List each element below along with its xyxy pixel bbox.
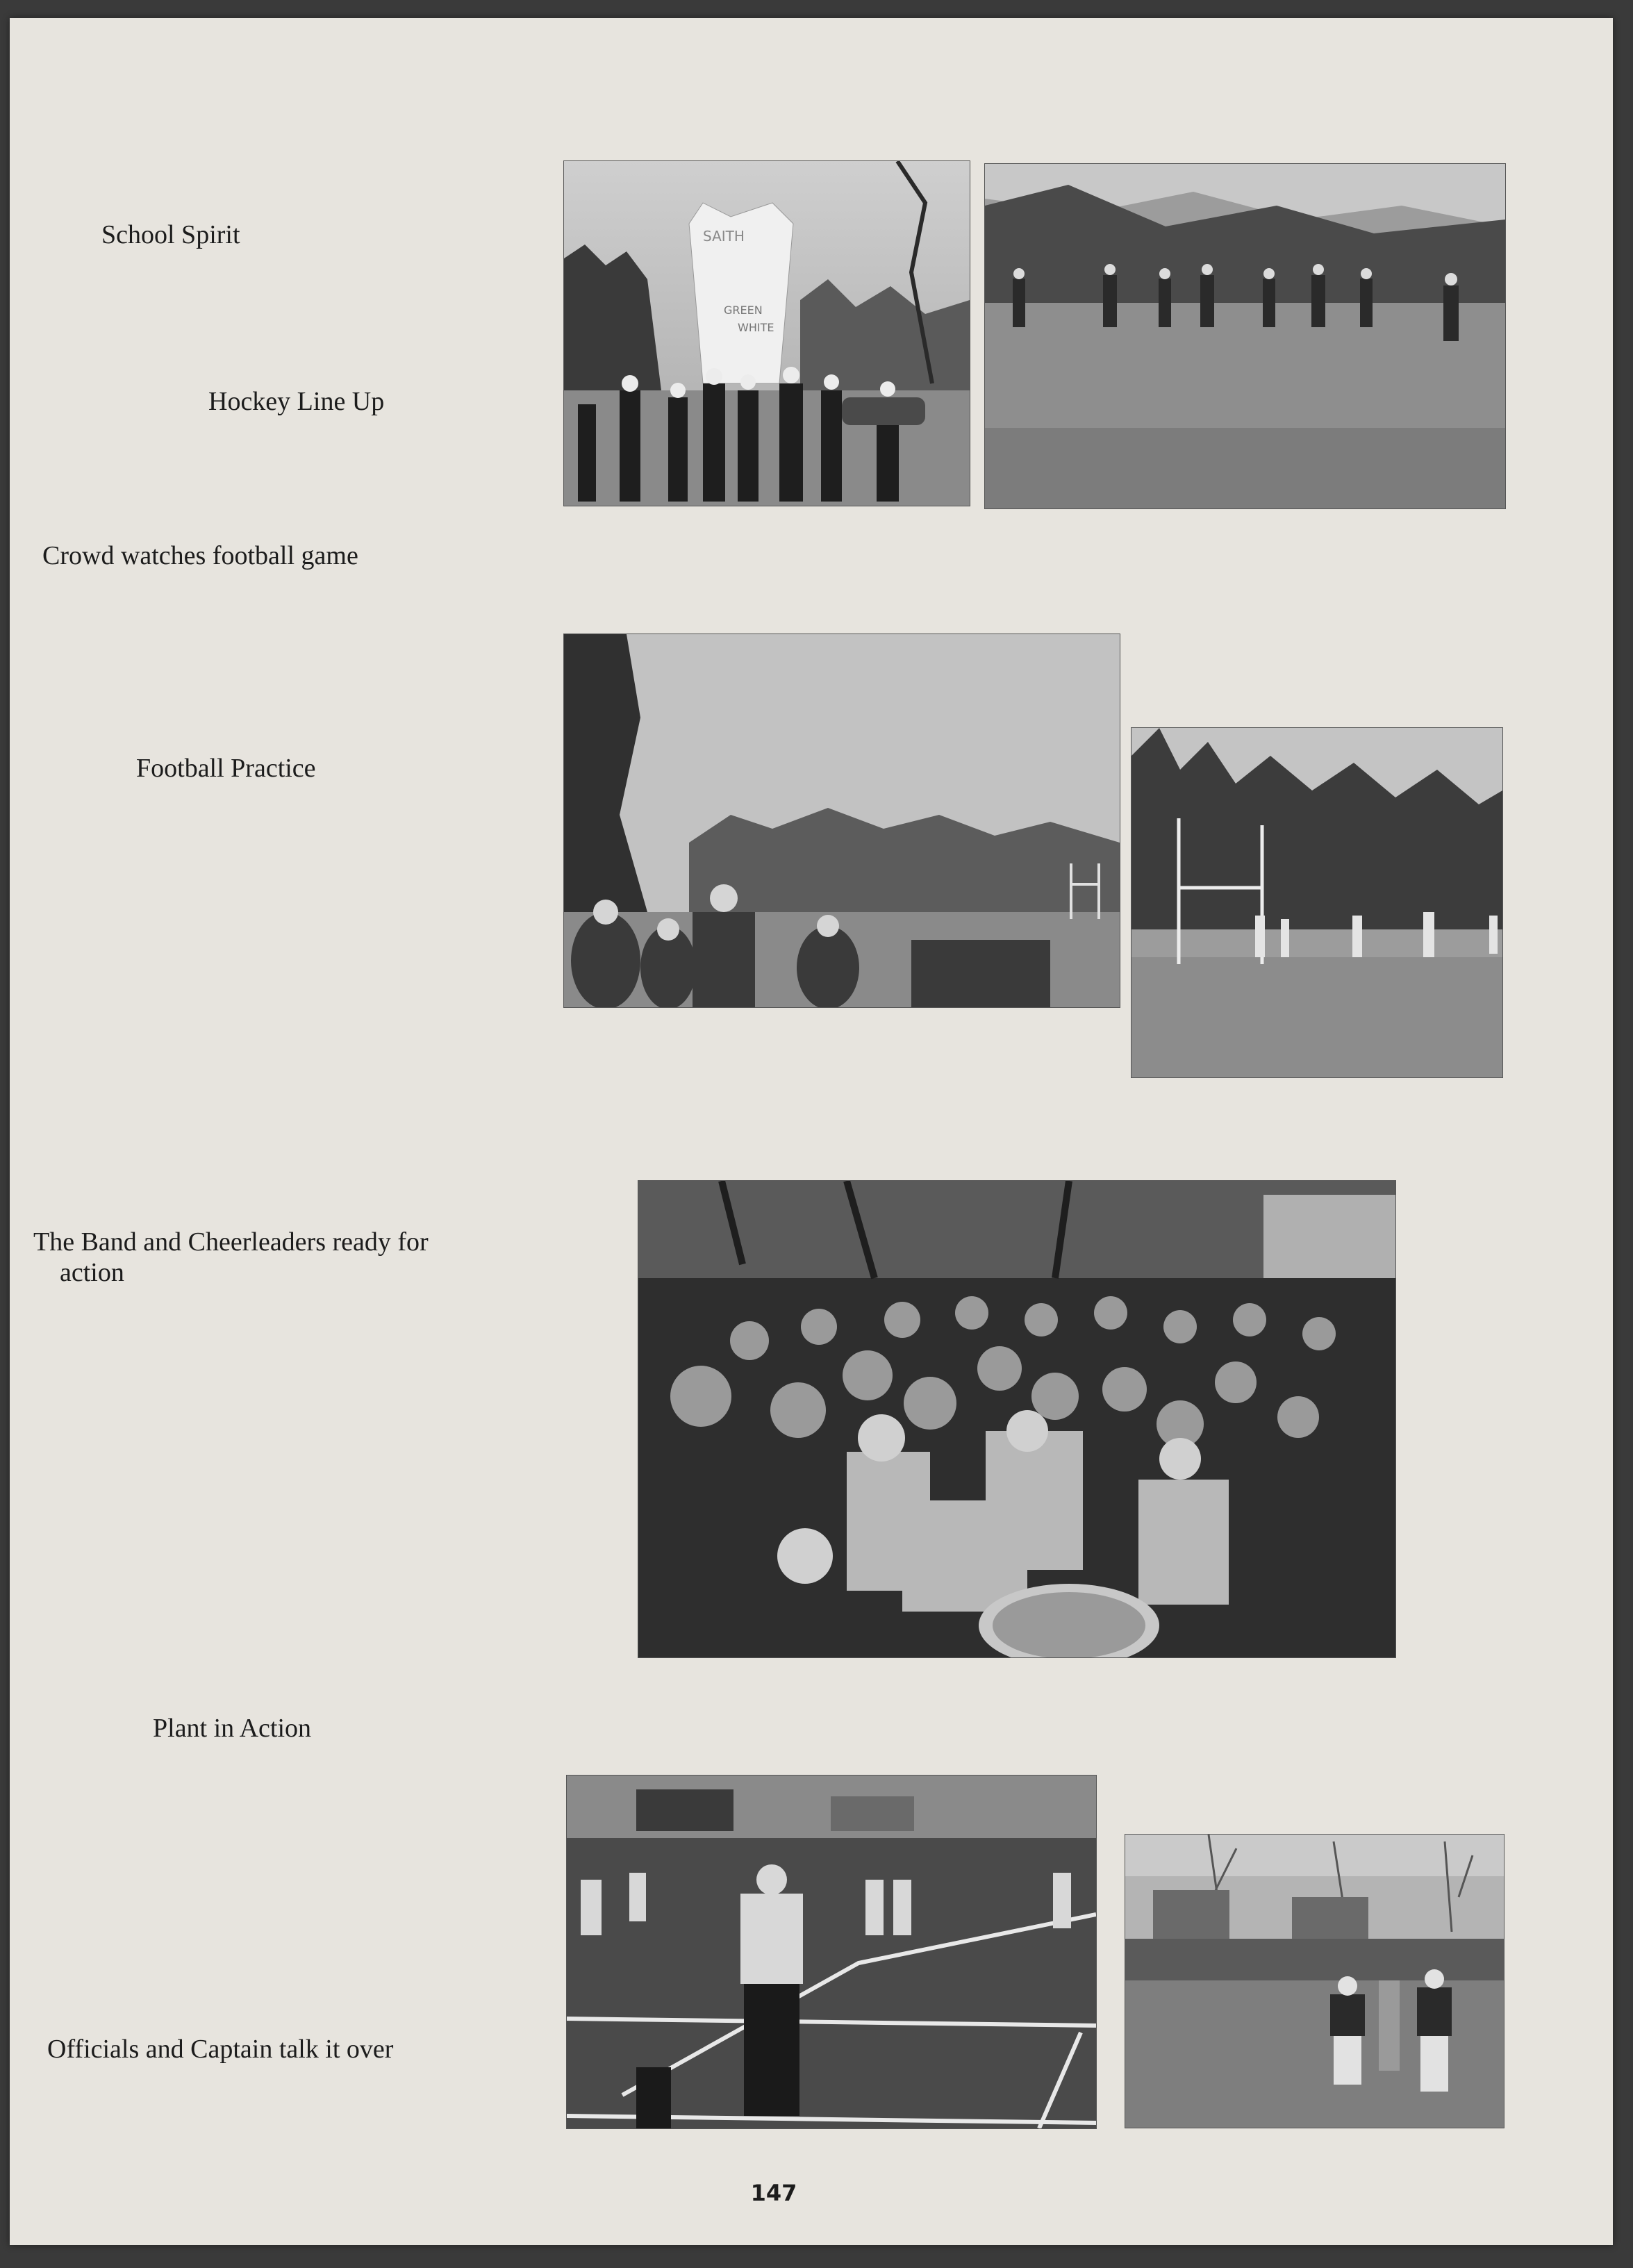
- photo-band-cheerleaders: [638, 1180, 1396, 1658]
- photo-crowd-watches: [563, 634, 1120, 1008]
- page-number: 147: [750, 2180, 797, 2206]
- caption-band-cheerleaders: [33, 1227, 492, 1288]
- caption-crowd-watches: Crowd watches football game: [42, 541, 358, 570]
- caption-football-practice: Football Practice: [136, 754, 316, 783]
- banner-text-mid: GREEN: [724, 304, 763, 317]
- caption-officials-captain: Officials and Captain talk it over: [47, 2035, 394, 2064]
- caption-hockey-line-up: Hockey Line Up: [208, 387, 385, 416]
- caption-band-line2: action: [60, 1258, 124, 1287]
- photo-officials-captain: [1125, 1834, 1504, 2128]
- caption-school-spirit: School Spirit: [101, 220, 240, 249]
- photo-football-practice: [1131, 727, 1503, 1078]
- caption-band-line1: The Band and Cheerleaders ready for: [33, 1227, 429, 1257]
- caption-plant-in-action: Plant in Action: [153, 1714, 311, 1743]
- banner-text-top: SAITH: [703, 228, 745, 245]
- photo-plant-in-action: [566, 1775, 1097, 2129]
- photo-school-spirit: [563, 160, 970, 506]
- yearbook-page: [10, 18, 1613, 2245]
- banner-text-low: WHITE: [738, 321, 774, 334]
- photo-hockey-line-up: [984, 163, 1506, 509]
